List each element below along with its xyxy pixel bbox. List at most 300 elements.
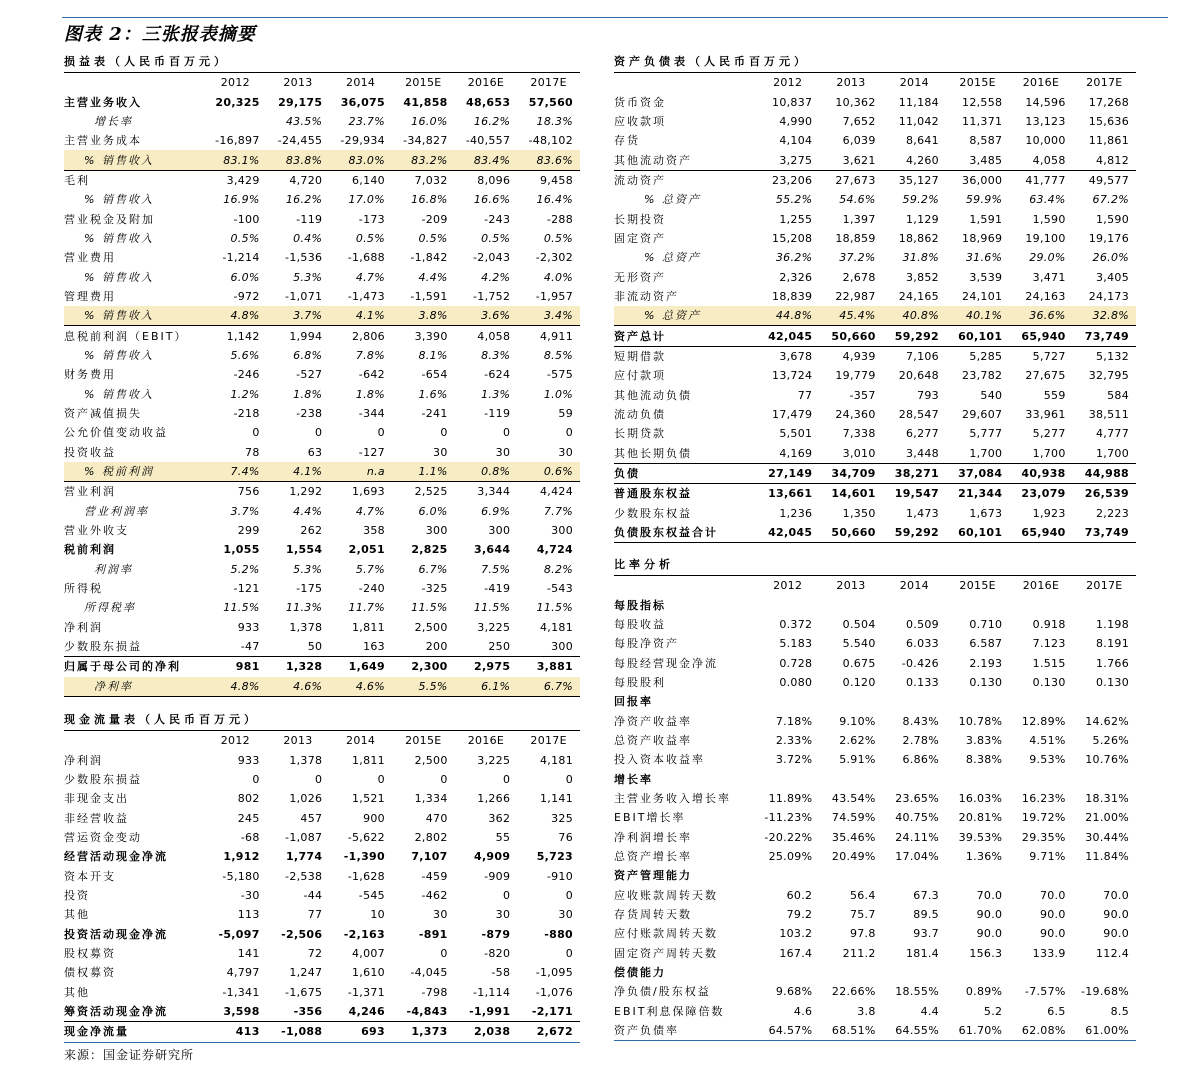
- value-cell: [1009, 866, 1072, 885]
- value-cell: 30: [433, 445, 448, 459]
- value-cell: 1,912: [223, 850, 260, 864]
- value-cell: 59.9%: [965, 193, 1003, 207]
- value-cell: -44: [303, 888, 323, 902]
- table-row: [64, 482, 580, 502]
- row-label: 营业外收支: [64, 524, 129, 538]
- value-cell: 1.0%: [543, 387, 573, 401]
- value-cell: 300: [488, 524, 511, 538]
- value-cell: 34,709: [819, 463, 882, 483]
- value-cell: 7,338: [842, 427, 876, 441]
- year-header: 2013: [283, 76, 313, 90]
- row-label: 投资活动现金净流: [64, 927, 168, 941]
- value-cell: 1.766: [1096, 656, 1129, 670]
- year-header-row: [614, 576, 1136, 595]
- table-row: [64, 560, 580, 579]
- value-cell: 1,811: [351, 753, 385, 767]
- value-cell: 0: [252, 772, 260, 786]
- value-cell: 29.0%: [1029, 251, 1066, 265]
- value-cell: 2,038: [455, 1022, 518, 1042]
- value-cell: 933: [237, 620, 260, 634]
- year-header: 2014: [899, 579, 929, 593]
- table-row: [614, 886, 1136, 905]
- row-label: 资产负债率: [614, 1021, 756, 1041]
- year-header: 2015E: [959, 76, 996, 90]
- value-cell: -1,675: [285, 985, 323, 999]
- value-cell: -1,071: [285, 289, 323, 303]
- value-cell: 1.3%: [481, 387, 511, 401]
- value-cell: 10,362: [835, 95, 876, 109]
- value-cell: [756, 963, 819, 982]
- value-cell: [819, 963, 882, 982]
- value-cell: 18,862: [898, 231, 939, 245]
- value-cell: 83.6%: [517, 150, 580, 170]
- value-cell: -4,843: [406, 1004, 448, 1018]
- value-cell: 3.83%: [965, 733, 1003, 747]
- value-cell: 0: [565, 772, 573, 786]
- value-cell: 11.5%: [223, 601, 260, 615]
- value-cell: 24,360: [835, 408, 876, 422]
- value-cell: 4,246: [348, 1004, 385, 1018]
- value-cell: -344: [358, 407, 385, 421]
- table-row: [614, 1002, 1136, 1021]
- year-header: 2012: [220, 734, 250, 748]
- value-cell: 1.6%: [418, 387, 448, 401]
- value-cell: 23,079: [1009, 484, 1072, 504]
- row-label: 非现金支出: [64, 792, 129, 806]
- year-header: 2015E: [959, 579, 996, 593]
- value-cell: 30: [433, 908, 448, 922]
- table-row: [64, 598, 580, 617]
- value-cell: 300: [425, 524, 448, 538]
- value-cell: -1,536: [285, 251, 323, 265]
- row-label: % 销售收入: [64, 306, 204, 326]
- value-cell: 26.0%: [1092, 251, 1129, 265]
- income-statement-title: 损益表（人民币百万元）: [64, 52, 580, 73]
- row-label: 普通股东权益: [614, 484, 756, 504]
- year-header-row: [614, 73, 1136, 92]
- value-cell: 23.7%: [348, 114, 385, 128]
- value-cell: 24,165: [898, 289, 939, 303]
- value-cell: 20.49%: [831, 849, 876, 863]
- value-cell: 29,175: [278, 95, 323, 109]
- value-cell: 1,328: [267, 657, 330, 677]
- value-cell: 16.6%: [473, 193, 511, 207]
- value-cell: 262: [300, 524, 323, 538]
- table-row: [64, 92, 580, 111]
- value-cell: -1,628: [347, 869, 385, 883]
- value-cell: 68.51%: [819, 1021, 882, 1041]
- value-cell: 17,479: [772, 408, 813, 422]
- value-cell: 31.8%: [902, 251, 939, 265]
- value-cell: 2,678: [842, 270, 876, 284]
- value-cell: 900: [363, 811, 385, 825]
- value-cell: 16.03%: [958, 791, 1003, 805]
- table-row: [64, 248, 580, 267]
- value-cell: 4.51%: [1029, 733, 1066, 747]
- value-cell: 7.5%: [481, 562, 511, 576]
- value-cell: 2,975: [455, 657, 518, 677]
- value-cell: 584: [1107, 388, 1129, 402]
- value-cell: 59: [558, 407, 573, 421]
- year-header-row: [64, 73, 580, 92]
- value-cell: 6.8%: [293, 348, 323, 362]
- row-label: 总资产增长率: [614, 849, 692, 863]
- value-cell: 50,660: [819, 523, 882, 543]
- value-cell: [1073, 595, 1136, 614]
- cash-flow-table: [64, 731, 580, 1043]
- value-cell: 250: [488, 640, 511, 654]
- value-cell: -462: [421, 888, 448, 902]
- value-cell: 4,797: [226, 966, 260, 980]
- row-label: 投资收益: [64, 445, 116, 459]
- value-cell: 11,371: [962, 114, 1003, 128]
- row-label: 流动负债: [614, 408, 666, 422]
- value-cell: 6.0%: [418, 504, 448, 518]
- value-cell: -2,171: [531, 1004, 573, 1018]
- value-cell: 3,852: [905, 270, 939, 284]
- table-row: [64, 905, 580, 924]
- value-cell: -238: [296, 407, 323, 421]
- value-cell: 457: [300, 811, 323, 825]
- header-blank-cell: [614, 576, 756, 595]
- value-cell: 4.7%: [355, 504, 385, 518]
- value-cell: 1,700: [1032, 446, 1066, 460]
- row-label: 应收账款周转天数: [614, 888, 718, 902]
- value-cell: 11,042: [898, 114, 939, 128]
- value-cell: 1,378: [289, 620, 323, 634]
- value-cell: -11.23%: [764, 811, 813, 825]
- value-cell: -654: [421, 368, 448, 382]
- value-cell: 35,127: [883, 170, 946, 190]
- table-row: [64, 963, 580, 982]
- table-row: [614, 504, 1136, 523]
- row-label: 净利润增长率: [614, 830, 692, 844]
- value-cell: 3.72%: [775, 753, 813, 767]
- value-cell: 8.38%: [965, 753, 1003, 767]
- value-cell: [1073, 769, 1136, 788]
- table-row: [614, 692, 1136, 711]
- table-row: [614, 229, 1136, 248]
- value-cell: 36.2%: [775, 251, 813, 265]
- value-cell: 50: [307, 640, 323, 654]
- year-header: 2015E: [405, 76, 442, 90]
- value-cell: 1,334: [414, 792, 448, 806]
- value-cell: -880: [544, 927, 573, 941]
- row-label: 其他: [64, 985, 90, 999]
- table-row: [64, 306, 580, 326]
- table-row: [64, 502, 580, 521]
- row-label: % 总资产: [644, 193, 701, 207]
- value-cell: -2,538: [285, 869, 323, 883]
- value-cell: 3.6%: [455, 306, 518, 326]
- value-cell: [1009, 692, 1072, 711]
- value-cell: 7,107: [411, 850, 448, 864]
- row-label: 资产管理能力: [614, 869, 692, 883]
- value-cell: 0.509: [905, 617, 939, 631]
- year-header: 2017E: [530, 734, 567, 748]
- value-cell: 16.2%: [473, 114, 511, 128]
- value-cell: 200: [425, 640, 448, 654]
- value-cell: 0.5%: [355, 231, 385, 245]
- value-cell: -624: [484, 368, 511, 382]
- value-cell: 23,206: [756, 170, 819, 190]
- value-cell: 21.00%: [1085, 811, 1129, 825]
- value-cell: 20,325: [215, 95, 260, 109]
- row-label: 存货周转天数: [614, 908, 692, 922]
- row-label: % 销售收入: [84, 193, 154, 207]
- value-cell: 35.46%: [831, 830, 876, 844]
- value-cell: 41,777: [1009, 170, 1072, 190]
- table-row: [614, 405, 1136, 424]
- value-cell: -1,341: [222, 985, 260, 999]
- value-cell: 3,485: [969, 153, 1003, 167]
- row-label: 资本开支: [64, 869, 116, 883]
- table-row: [64, 404, 580, 423]
- value-cell: 0.4%: [293, 231, 323, 245]
- value-cell: 20.81%: [958, 811, 1003, 825]
- value-cell: 245: [237, 811, 260, 825]
- value-cell: -1,842: [410, 251, 448, 265]
- value-cell: 6.7%: [418, 562, 448, 576]
- value-cell: -246: [233, 368, 260, 382]
- value-cell: 10.76%: [1085, 753, 1129, 767]
- value-cell: 11,184: [898, 95, 939, 109]
- table-row: [614, 750, 1136, 769]
- row-label: % 销售收入: [84, 270, 154, 284]
- table-row: [64, 750, 580, 769]
- value-cell: 11.3%: [285, 601, 323, 615]
- value-cell: 2.62%: [839, 733, 876, 747]
- value-cell: 65,940: [1009, 523, 1072, 543]
- value-cell: -24,455: [277, 134, 323, 148]
- row-label: 主营业务收入增长率: [614, 791, 731, 805]
- value-cell: 1,521: [351, 792, 385, 806]
- value-cell: 6.1%: [455, 677, 518, 697]
- value-cell: 4,181: [540, 753, 573, 767]
- value-cell: 10: [370, 908, 385, 922]
- value-cell: 1.8%: [293, 387, 323, 401]
- row-label: 资产减值损失: [64, 407, 142, 421]
- value-cell: 8,096: [455, 170, 518, 190]
- value-cell: 1,141: [540, 792, 573, 806]
- value-cell: 167.4: [779, 946, 813, 960]
- value-cell: 1,700: [969, 446, 1003, 460]
- value-cell: [819, 692, 882, 711]
- value-cell: 43.5%: [285, 114, 323, 128]
- value-cell: 5.7%: [355, 562, 385, 576]
- value-cell: 470: [425, 811, 448, 825]
- ratio-analysis-panel: [614, 555, 1136, 1041]
- value-cell: [946, 963, 1009, 982]
- value-cell: -48,102: [528, 134, 573, 148]
- value-cell: 4.1%: [267, 462, 330, 482]
- value-cell: 3.7%: [230, 504, 260, 518]
- value-cell: [819, 866, 882, 885]
- value-cell: 14.62%: [1085, 714, 1129, 728]
- value-cell: 9,458: [517, 170, 580, 190]
- value-cell: 23,782: [962, 369, 1003, 383]
- value-cell: 4,812: [1096, 153, 1129, 167]
- value-cell: 0: [502, 888, 511, 902]
- value-cell: 4.6%: [267, 677, 330, 697]
- value-cell: 2,326: [779, 270, 813, 284]
- year-header: 2016E: [467, 76, 505, 90]
- row-label: 固定资产周转天数: [614, 946, 718, 960]
- ratio-analysis-table: [614, 576, 1136, 1041]
- value-cell: 62.08%: [1009, 1021, 1072, 1041]
- value-cell: 2,672: [517, 1022, 580, 1042]
- value-cell: 5,132: [1073, 346, 1136, 366]
- table-row: [64, 229, 580, 248]
- value-cell: 64.57%: [756, 1021, 819, 1041]
- table-row: [614, 463, 1136, 483]
- value-cell: 16.8%: [411, 193, 448, 207]
- value-cell: 133.9: [1032, 946, 1066, 960]
- value-cell: 42,045: [756, 326, 819, 346]
- value-cell: 1,026: [289, 792, 323, 806]
- row-label: 少数股东权益: [614, 506, 692, 520]
- value-cell: 2.78%: [902, 733, 939, 747]
- value-cell: -909: [484, 869, 511, 883]
- table-row: [64, 170, 580, 190]
- value-cell: -30: [240, 888, 260, 902]
- value-cell: 70.0: [1103, 888, 1129, 902]
- value-cell: 26,539: [1073, 484, 1136, 504]
- value-cell: 4,720: [267, 170, 330, 190]
- value-cell: 79.2: [786, 908, 813, 922]
- value-cell: n.a: [329, 462, 392, 482]
- value-cell: 156.3: [969, 946, 1003, 960]
- row-label: EBIT增长率: [614, 811, 686, 825]
- row-label: 短期借款: [614, 346, 756, 366]
- value-cell: 42,045: [756, 523, 819, 543]
- value-cell: 3,429: [204, 170, 267, 190]
- value-cell: 8,587: [969, 134, 1003, 148]
- value-cell: -879: [481, 927, 511, 941]
- value-cell: 97.8: [849, 927, 876, 941]
- value-cell: 5,723: [536, 850, 573, 864]
- value-cell: 0.120: [842, 675, 876, 689]
- row-label: 少数股东损益: [64, 772, 142, 786]
- value-cell: -1,371: [347, 985, 385, 999]
- value-cell: 0.504: [842, 617, 876, 631]
- value-cell: 4.6: [793, 1004, 813, 1018]
- value-cell: 29.35%: [1021, 830, 1066, 844]
- value-cell: 70.0: [1039, 888, 1066, 902]
- value-cell: 0: [502, 426, 511, 440]
- year-header: 2012: [773, 76, 803, 90]
- value-cell: -1,591: [410, 289, 448, 303]
- value-cell: 4.4%: [418, 270, 448, 284]
- value-cell: 8.5%: [543, 348, 573, 362]
- table-row: [64, 385, 580, 404]
- table-row: [614, 982, 1136, 1001]
- value-cell: 6.5: [1047, 1004, 1066, 1018]
- table-row: [64, 267, 580, 286]
- value-cell: -288: [546, 212, 573, 226]
- value-cell: 1,649: [329, 657, 392, 677]
- row-label: 营业利润率: [84, 504, 149, 518]
- value-cell: 300: [551, 524, 573, 538]
- value-cell: 0: [502, 772, 511, 786]
- row-label: 长期贷款: [614, 427, 666, 441]
- value-cell: 4,777: [1096, 427, 1129, 441]
- table-row: [64, 540, 580, 559]
- row-label: % 销售收入: [84, 387, 154, 401]
- row-label: 负债: [614, 463, 756, 483]
- row-label: 每股股利: [614, 675, 666, 689]
- table-row: [614, 112, 1136, 131]
- value-cell: [946, 866, 1009, 885]
- value-cell: 1,129: [905, 212, 939, 226]
- row-label: 少数股东损益: [64, 640, 142, 654]
- row-label: 负债股东权益合计: [614, 523, 756, 543]
- row-label: 营业费用: [64, 251, 116, 265]
- value-cell: [756, 866, 819, 885]
- year-header: 2017E: [530, 76, 567, 90]
- value-cell: 50,660: [819, 326, 882, 346]
- value-cell: 41,858: [403, 95, 448, 109]
- value-cell: 3.8%: [392, 306, 455, 326]
- value-cell: 16.9%: [223, 193, 260, 207]
- value-cell: -240: [358, 582, 385, 596]
- value-cell: [819, 595, 882, 614]
- value-cell: 24.11%: [895, 830, 939, 844]
- value-cell: 90.0: [976, 908, 1003, 922]
- value-cell: 3,405: [1096, 270, 1129, 284]
- value-cell: 1,255: [779, 212, 813, 226]
- value-cell: 0.5%: [543, 231, 573, 245]
- value-cell: -40,557: [465, 134, 511, 148]
- value-cell: 55: [495, 830, 511, 844]
- value-cell: 3,598: [223, 1004, 260, 1018]
- value-cell: 17,268: [1088, 95, 1129, 109]
- year-header: 2015E: [405, 734, 442, 748]
- value-cell: 1,811: [351, 620, 385, 634]
- value-cell: 89.5: [913, 908, 939, 922]
- value-cell: 9.10%: [839, 714, 876, 728]
- value-cell: -121: [233, 582, 260, 596]
- value-cell: 27,149: [756, 463, 819, 483]
- table-row: [64, 462, 580, 482]
- value-cell: 56.4: [849, 888, 876, 902]
- header-blank-cell: [64, 731, 204, 750]
- table-row: [64, 618, 580, 637]
- value-cell: -356: [293, 1004, 323, 1018]
- value-cell: 4,169: [779, 446, 813, 460]
- table-row: [614, 944, 1136, 963]
- value-cell: 39.53%: [958, 830, 1003, 844]
- table-row: [614, 150, 1136, 170]
- value-cell: 31.6%: [965, 251, 1003, 265]
- value-cell: 16.0%: [411, 114, 448, 128]
- value-cell: 7.123: [1032, 637, 1066, 651]
- table-row: [614, 424, 1136, 443]
- value-cell: 0.5%: [230, 231, 260, 245]
- row-label: 净利润: [64, 620, 103, 634]
- table-row: [614, 92, 1136, 111]
- value-cell: -798: [421, 985, 448, 999]
- table-row: [64, 287, 580, 306]
- value-cell: 1,292: [267, 482, 330, 502]
- cash-flow-title: 现金流量表（人民币百万元）: [64, 710, 580, 731]
- value-cell: 83.1%: [204, 150, 267, 170]
- value-cell: -209: [421, 212, 448, 226]
- value-cell: 1,350: [842, 506, 876, 520]
- value-cell: 70.0: [976, 888, 1003, 902]
- value-cell: -972: [233, 289, 260, 303]
- value-cell: 78: [245, 445, 260, 459]
